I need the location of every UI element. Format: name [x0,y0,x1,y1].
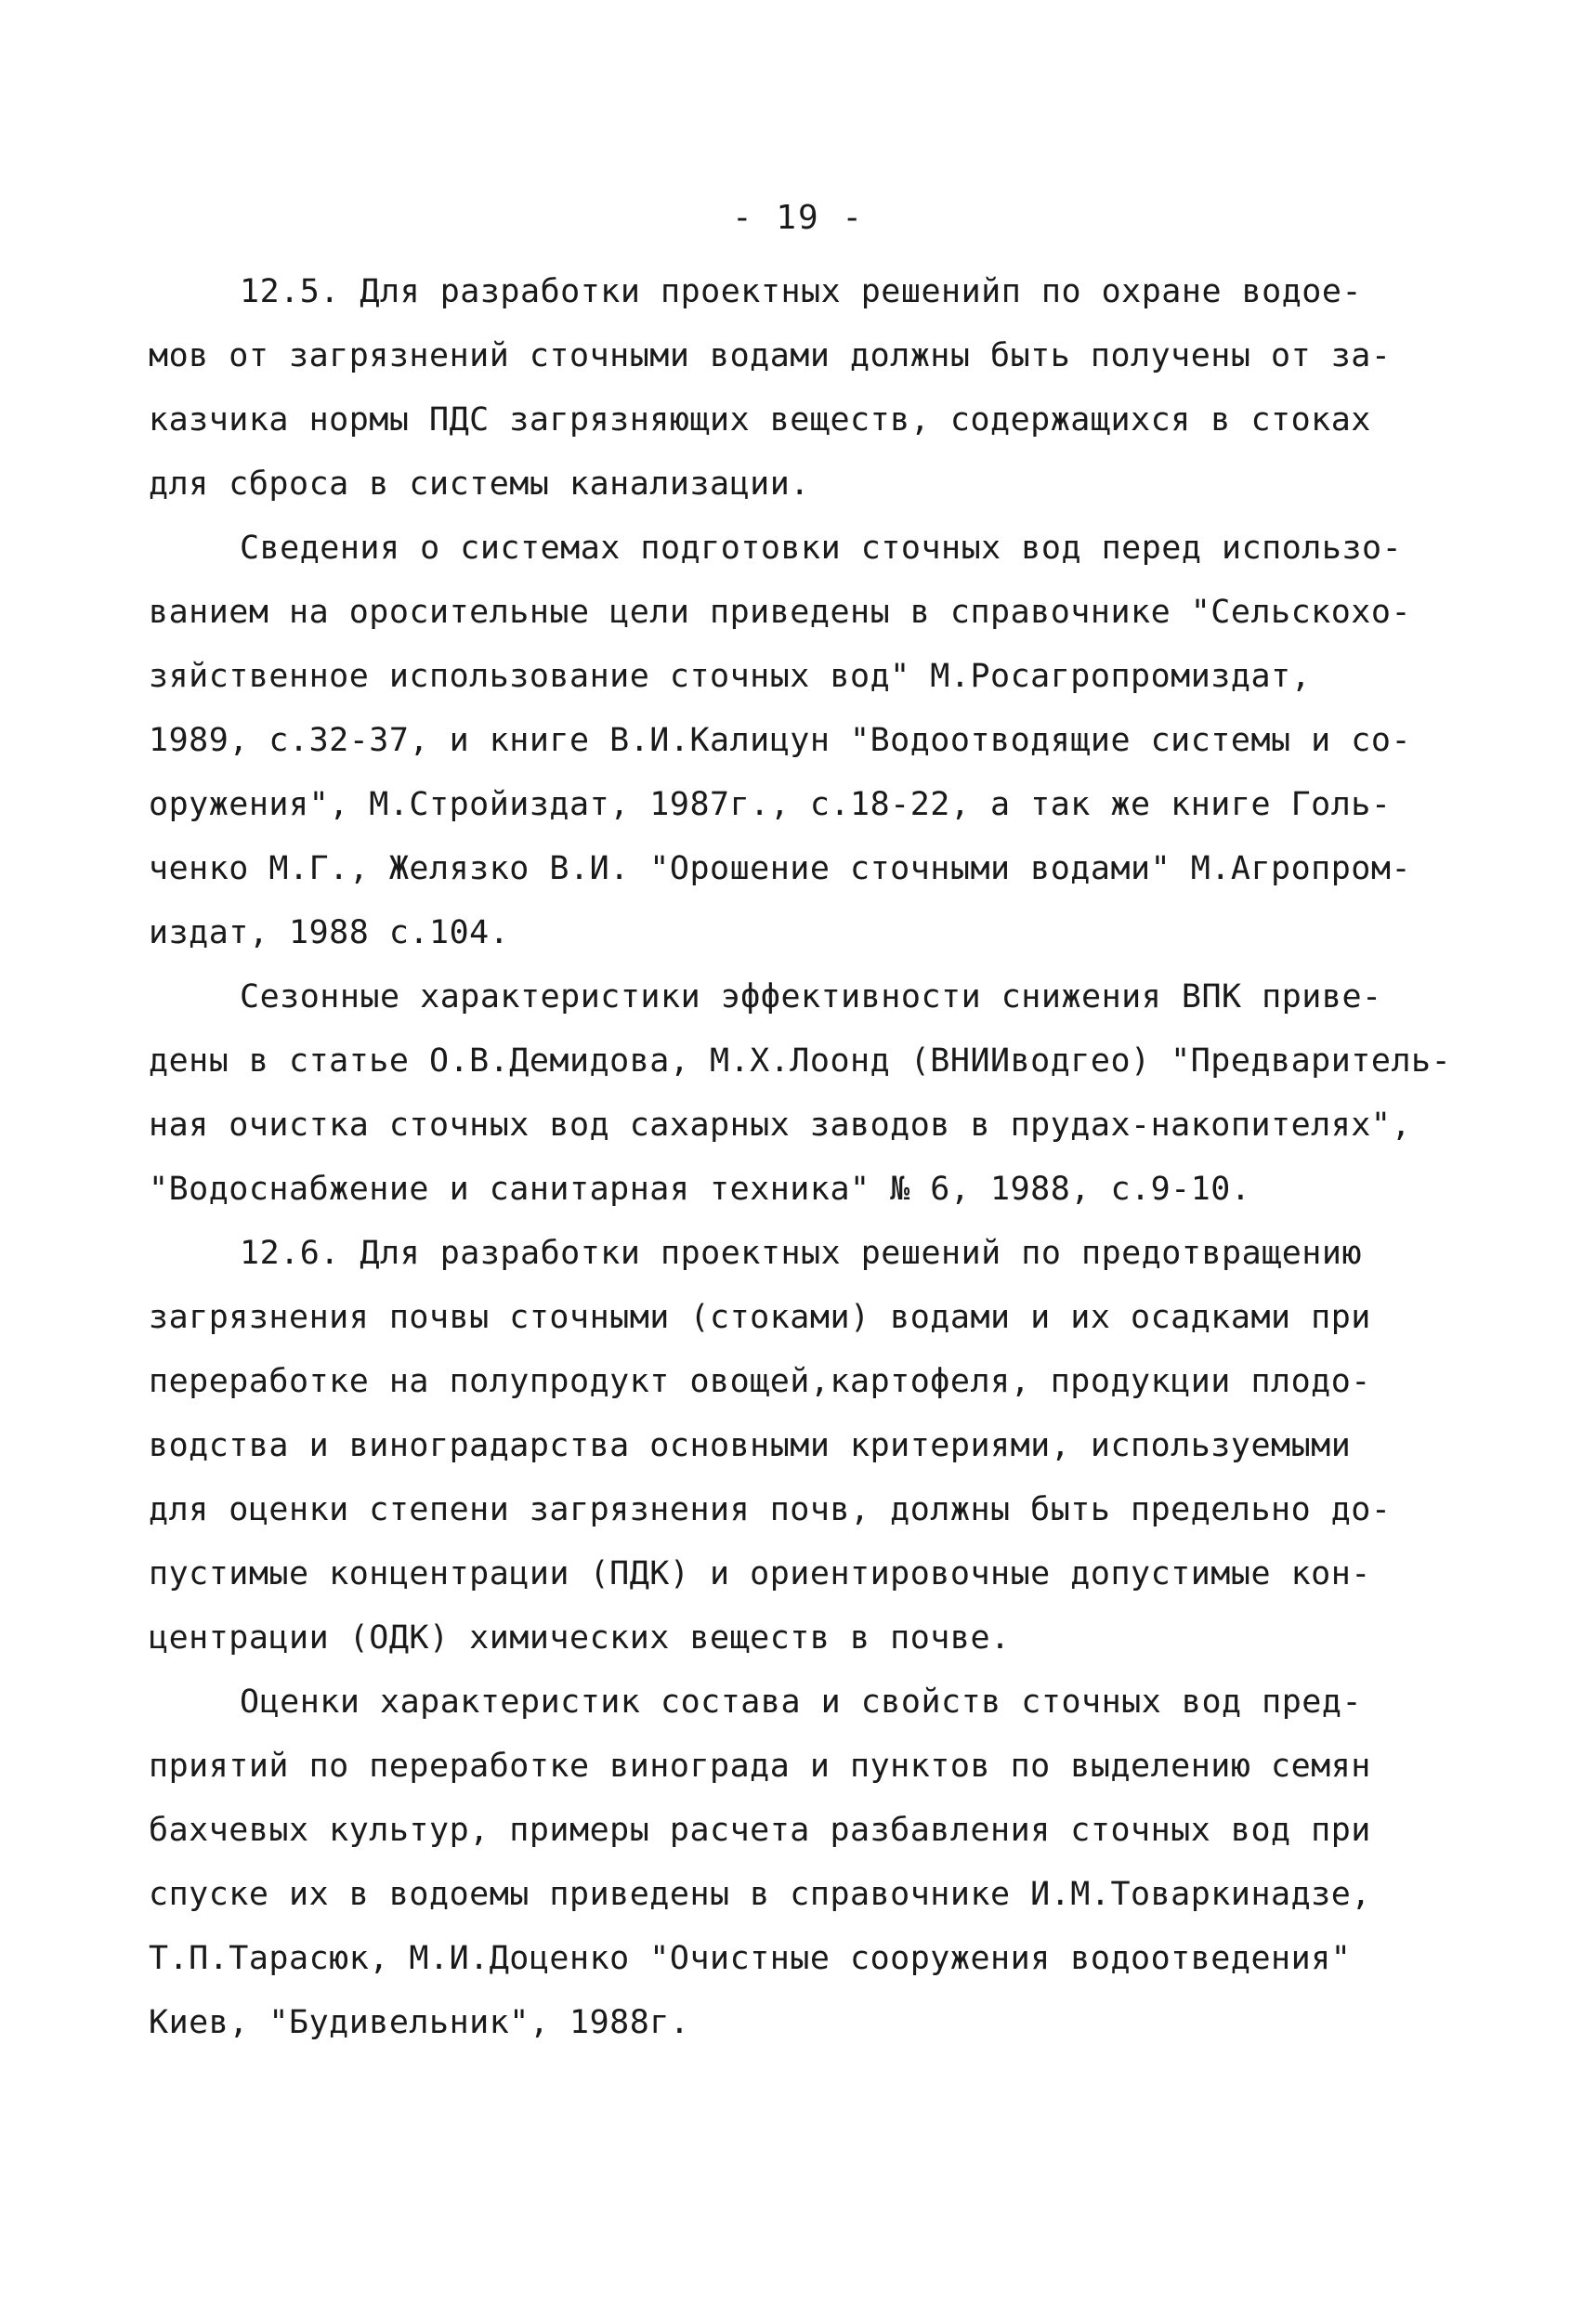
text-line: бахчевых культур, примеры расчета разбавления сточных вод при [149,1812,1371,1849]
text-line: дены в статье О.В.Демидова, М.Х.Лоонд (ВНИИводгео) "Предваритель- [149,1042,1452,1080]
paragraph-first-line: Сезонные характеристики эффективности снижения ВПК приве- [240,978,1382,1015]
text-line: "Водоснабжение и санитарная техника" № 6, 1988, с.9-10. [149,1171,1251,1208]
text-line: для оценки степени загрязнения почв, должны быть предельно до- [149,1491,1392,1528]
text-line: центрации (ОДК) химических веществ в почве. [149,1619,1011,1657]
paragraph-first-line: 12.6. Для разработки проектных решений по предотвращению [240,1235,1363,1272]
text-line: приятий по переработке винограда и пунктов по выделению семян [149,1748,1371,1785]
text-line: зяйственное использование сточных вод" М.Росагропромиздат, [149,658,1312,695]
text-line: 1989, с.32-37, и книге В.И.Калицун "Водоотводящие системы и со- [149,722,1412,759]
text-line: ванием на оросительные цели приведены в справочнике "Сельскохо- [149,594,1412,631]
text-line: спуске их в водоемы приведены в справочнике И.М.Товаркинадзе, [149,1876,1371,1913]
page-number: - 19 - [731,199,865,237]
paragraph-first-line: Оценки характеристик состава и свойств сточных вод пред- [240,1684,1363,1721]
text-line: ная очистка сточных вод сахарных заводов в прудах-накопителях", [149,1107,1412,1144]
text-line: пустимые концентрации (ПДК) и ориентировочные допустимые кон- [149,1555,1371,1592]
text-line: ченко М.Г., Желязко В.И. "Орошение сточными водами" М.Агропром- [149,850,1412,887]
text-line: оружения", М.Стройиздат, 1987г., с.18-22, а так же книге Голь- [149,786,1392,823]
text-line: переработке на полупродукт овощей,картофеля, продукции плодо- [149,1363,1371,1400]
text-line: казчика нормы ПДС загрязняющих веществ, содержащихся в стоках [149,401,1371,439]
paragraph-first-line: 12.5. Для разработки проектных решенийп по охране водое- [240,273,1363,310]
text-line: издат, 1988 с.104. [149,914,510,951]
paragraph-first-line: Сведения о системах подготовки сточных вод перед использо- [240,530,1403,567]
text-line: Киев, "Будивельник", 1988г. [149,2004,690,2041]
document-body [149,260,1452,2055]
text-line: загрязнения почвы сточными (стоками) водами и их осадками при [149,1299,1371,1336]
text-line: водства и виноградарства основными критериями, используемыми [149,1427,1352,1464]
text-line: мов от загрязнений сточными водами должны быть получены от за- [149,337,1392,374]
text-line: для сброса в системы канализации. [149,465,810,503]
text-line: Т.П.Тарасюк, М.И.Доценко "Очистные сооружения водоотведения" [149,1940,1352,1977]
